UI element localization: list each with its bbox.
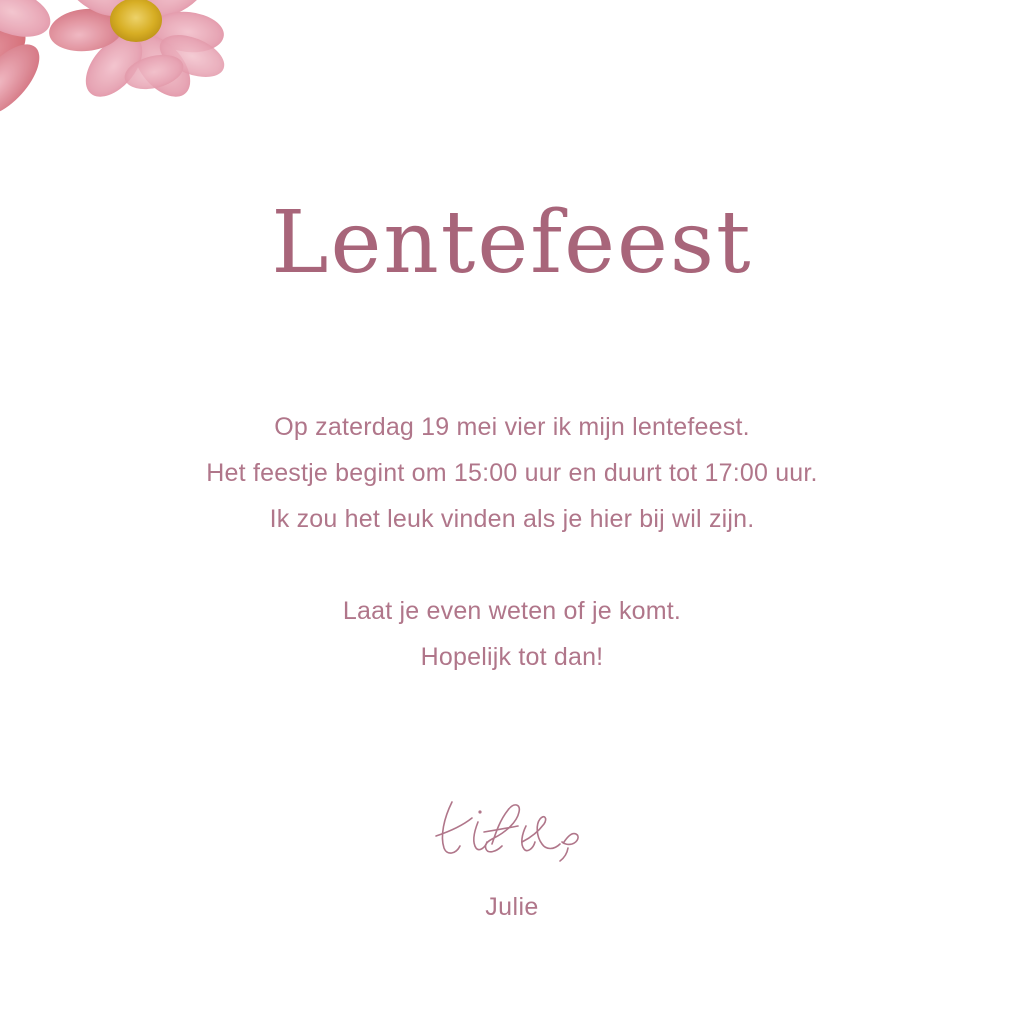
body-line-3: Ik zou het leuk vinden als je hier bij wil zijn. <box>269 505 755 533</box>
page-title: Lentefeest <box>271 193 753 293</box>
signature-name: Julie <box>485 893 539 921</box>
body-line-2: Het feestje begint om 15:00 uur en duurt tot 17:00 uur. <box>206 459 818 487</box>
body-line-1: Op zaterdag 19 mei vier ik mijn lentefeest. <box>274 413 750 441</box>
floral-corner-icon <box>0 0 260 180</box>
body-line-4: Laat je even weten of je komt. <box>342 597 682 625</box>
body-line-5: Hopelijk tot dan! <box>420 643 604 671</box>
invitation-body <box>0 404 1024 680</box>
signature-script <box>0 792 1024 877</box>
body-spacer <box>0 542 1024 588</box>
